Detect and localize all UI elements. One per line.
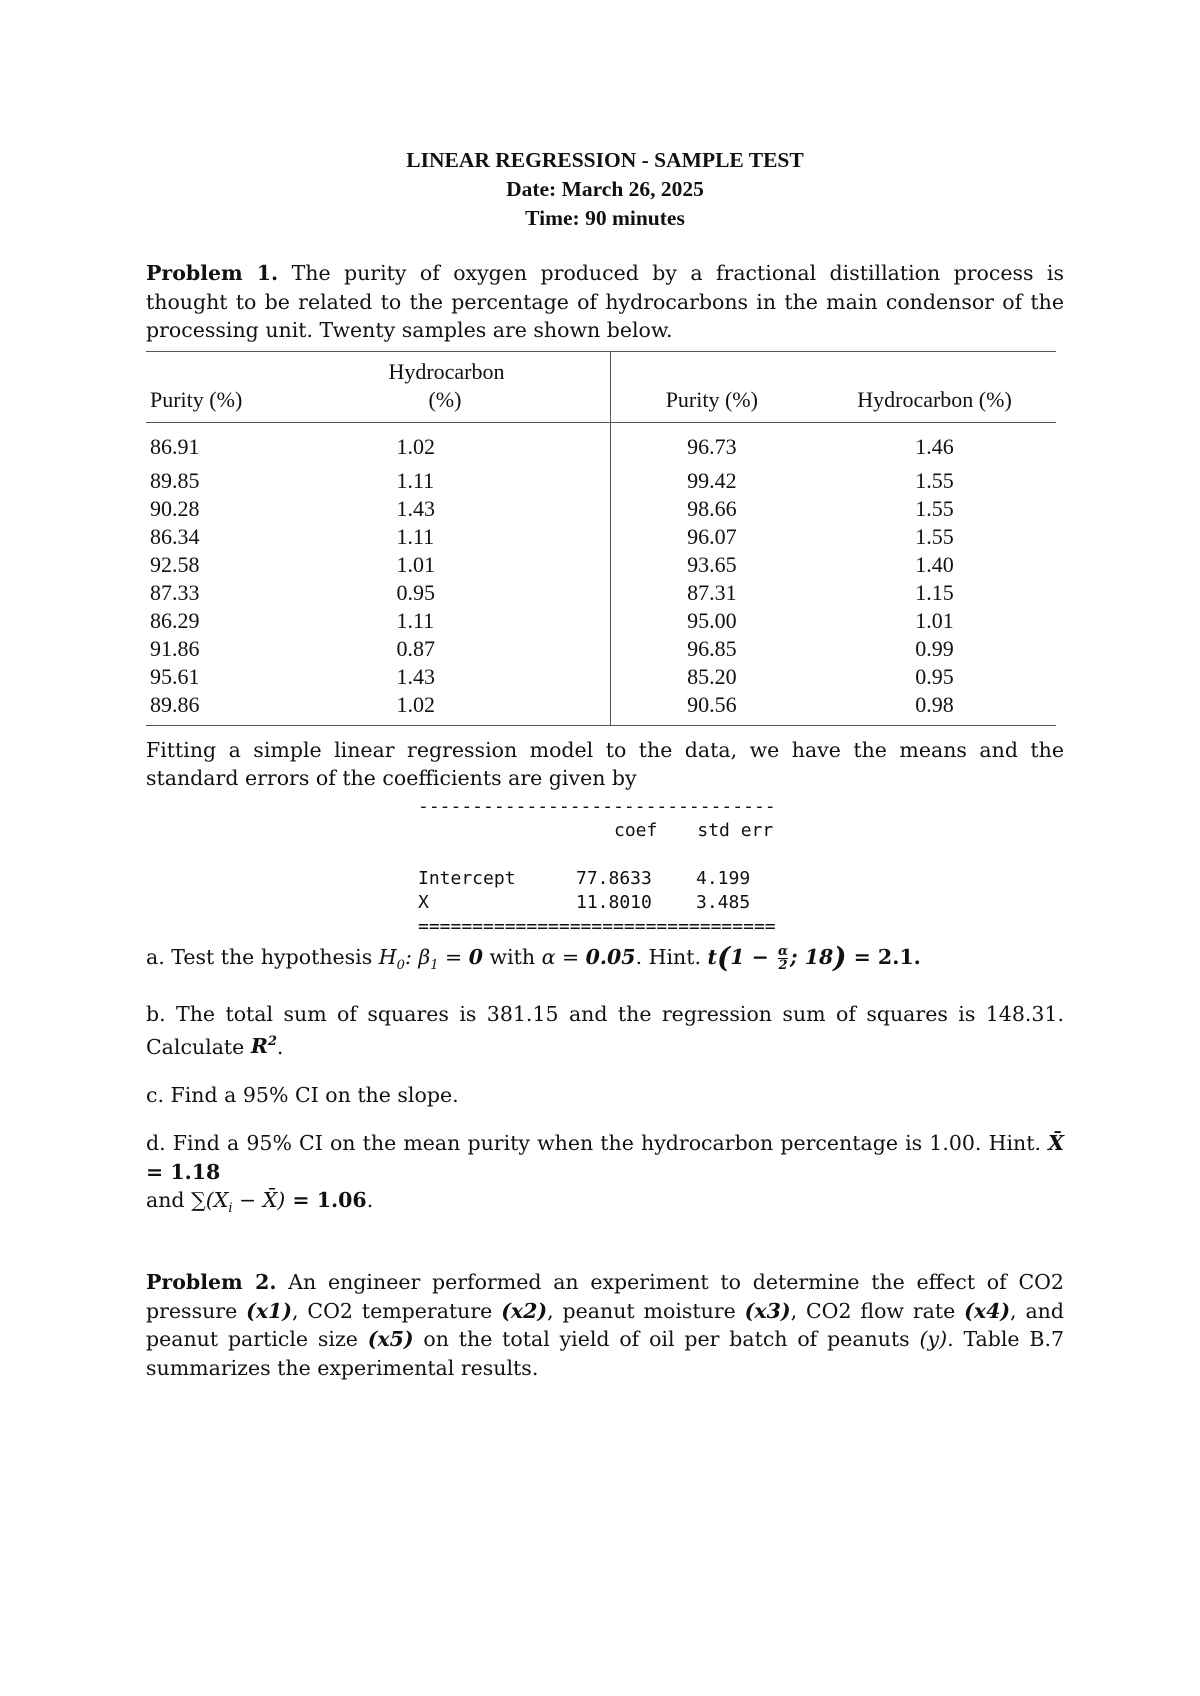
part-d-text: d. Find a 95% CI on the mean purity when the hydrocarbon percentage is 1.00. Hint.	[146, 1131, 1049, 1156]
cell-hydrocarbon-right: 1.55	[915, 523, 954, 549]
cell-purity-right: 90.56	[610, 691, 813, 726]
header-hydrocarbon-line1: Hydrocarbon	[388, 358, 505, 384]
cell-hydrocarbon-left: 1.02	[396, 433, 435, 459]
problem-2-text: , peanut moisture	[547, 1298, 745, 1323]
test-header	[146, 146, 1064, 233]
document-page	[146, 0, 1064, 1382]
cell-hydrocarbon-right: 1.46	[915, 433, 954, 459]
header-purity-left: Purity (%)	[146, 351, 348, 422]
part-c: c. Find a 95% CI on the slope.	[146, 1082, 459, 1107]
cell-purity-left: 89.86	[146, 691, 348, 726]
cell-hydrocarbon-right: 0.98	[813, 691, 1056, 726]
fit-description: Fitting a simple linear regression model to the data, we have the means and the standard errors of the coefficients are given by	[146, 737, 1064, 790]
problem-2-text: , and peanut particle size	[146, 1298, 1065, 1352]
problem-2-label: Problem 2.	[146, 1270, 277, 1295]
cell-purity-left: 90.28	[150, 495, 200, 521]
table-row	[146, 422, 1056, 461]
cell-purity-right: 87.31	[610, 579, 813, 607]
test-time: Time: 90 minutes	[525, 206, 685, 230]
variable-x1: (x1)	[246, 1298, 293, 1323]
cell-hydrocarbon-right: 1.40	[915, 551, 954, 577]
part-b-end: .	[276, 1034, 284, 1059]
cell-hydrocarbon-left: 1.11	[396, 607, 435, 633]
regression-output	[418, 795, 1064, 939]
cell-hydrocarbon-left: 0.87	[396, 635, 435, 661]
cell-hydrocarbon-left: 1.43	[396, 663, 435, 689]
cell-hydrocarbon-right: 0.99	[915, 635, 954, 661]
table-row	[146, 523, 1056, 551]
regression-row-stderr: 4.199	[696, 867, 751, 889]
table-row	[146, 663, 1056, 691]
cell-hydrocarbon-left: 1.43	[396, 495, 435, 521]
cell-hydrocarbon-left: 1.11	[396, 523, 435, 549]
hypothesis-formula: $H_0$: $\beta_1 = 0$	[378, 944, 483, 973]
header-hydrocarbon-left	[348, 351, 610, 422]
regression-col-coef: coef	[614, 819, 658, 841]
cell-hydrocarbon-left: 1.11	[396, 467, 435, 493]
cell-purity-right: 93.65	[610, 551, 813, 579]
problem-2-text: , CO2 temperature	[292, 1298, 502, 1323]
problem-1-label: Problem 1.	[146, 261, 279, 285]
header-purity-right: Purity (%)	[610, 351, 813, 422]
variable-y: (y)	[919, 1327, 948, 1352]
cell-purity-right: 98.66	[610, 495, 813, 523]
problem-1-text: The purity of oxygen produced by a fractional distillation process is thought to be related to the percentage of hydrocarbons in the main condensor of the processing unit. Twenty samples are shown below.	[146, 261, 1064, 342]
header-hydrocarbon-line2: (%)	[428, 386, 462, 412]
cell-hydrocarbon-right: 1.01	[915, 607, 954, 633]
header-hydrocarbon-right: Hydrocarbon (%)	[813, 351, 1056, 422]
cell-purity-left: 89.85	[150, 467, 200, 493]
part-a-hint-value: = 2.1.	[846, 944, 921, 969]
variable-x2: (x2)	[501, 1298, 548, 1323]
sum-formula: $\sum(X_i$ − X̄)	[191, 1188, 286, 1217]
cell-purity-left: 91.86	[150, 635, 200, 661]
r-squared-formula: $R^2$	[250, 1034, 277, 1059]
cell-purity-left: 92.58	[150, 551, 200, 577]
part-d-and: and	[146, 1188, 192, 1213]
regression-row-name: X	[418, 891, 429, 913]
cell-purity-right: 95.00	[610, 607, 813, 635]
xbar-formula: X̄	[1048, 1131, 1064, 1156]
variable-x5: (x5)	[367, 1327, 414, 1352]
part-b	[146, 1000, 1064, 1061]
part-a-prefix: a. Test the hypothesis	[146, 944, 379, 969]
cell-purity-left: 86.29	[150, 607, 200, 633]
part-d-end: .	[366, 1188, 374, 1213]
table-row	[146, 607, 1056, 635]
regression-row-stderr: 3.485	[696, 891, 751, 913]
cell-hydrocarbon-right: 0.95	[915, 663, 954, 689]
variable-x4: (x4)	[964, 1298, 1011, 1323]
cell-hydrocarbon-left: 1.02	[348, 691, 610, 726]
regression-rule-top: ---------------------------------	[418, 795, 776, 817]
cell-hydrocarbon-right: 1.15	[915, 579, 954, 605]
cell-purity-right: 85.20	[610, 663, 813, 691]
cell-hydrocarbon-right: 1.55	[915, 467, 954, 493]
table-row	[146, 691, 1056, 726]
part-d	[146, 1129, 1064, 1224]
xbar-value: = 1.18	[146, 1159, 221, 1184]
cell-hydrocarbon-left: 0.95	[396, 579, 435, 605]
cell-purity-left: 95.61	[150, 663, 200, 689]
problem-1-intro	[146, 259, 1064, 345]
cell-purity-left: 87.33	[150, 579, 200, 605]
regression-row-coef: 11.8010	[576, 891, 652, 913]
problem-2	[146, 1268, 1064, 1382]
cell-purity-left: 86.91	[150, 433, 200, 459]
problem-2-text: An engineer performed an experiment to determine the effect of CO2 pressure	[146, 1270, 1064, 1323]
cell-hydrocarbon-right: 1.55	[915, 495, 954, 521]
t-quantile-formula: t(1 − $\frac{\alpha}{2}$ ; 18)	[707, 940, 847, 974]
table-row	[146, 551, 1056, 579]
cell-purity-left: 86.34	[150, 523, 200, 549]
problem-2-text: , CO2 flow rate	[790, 1298, 965, 1323]
part-a-hint: . Hint.	[635, 944, 708, 969]
problem-2-text: . Table B.7 summarizes the experimental results.	[146, 1327, 1064, 1380]
test-title: LINEAR REGRESSION - SAMPLE TEST	[406, 148, 804, 172]
cell-purity-right: 96.73	[610, 422, 813, 461]
purity-hydrocarbon-table	[146, 351, 1056, 726]
regression-col-stderr: std err	[697, 819, 774, 841]
table-row	[146, 461, 1056, 495]
cell-purity-right: 96.07	[610, 523, 813, 551]
problem-2-text: on the total yield of oil per batch of peanuts	[413, 1327, 920, 1352]
sum-value: = 1.06	[285, 1188, 367, 1213]
variable-x3: (x3)	[744, 1298, 791, 1323]
table-row	[146, 579, 1056, 607]
alpha-formula: α = 0.05	[541, 944, 636, 969]
table-row	[146, 635, 1056, 663]
part-b-text: b. The total sum of squares is 381.15 and the regression sum of squares is 148.31. Calculate	[146, 1002, 1064, 1059]
regression-row-name: Intercept	[418, 867, 516, 889]
regression-row-coef: 77.8633	[576, 867, 652, 889]
table-row	[146, 495, 1056, 523]
cell-purity-right: 96.85	[610, 635, 813, 663]
part-a	[146, 940, 1064, 981]
cell-hydrocarbon-left: 1.01	[396, 551, 435, 577]
regression-rule-bottom: =================================	[418, 915, 776, 937]
part-a-with: with	[483, 944, 542, 969]
test-date: Date: March 26, 2025	[506, 177, 704, 201]
cell-purity-right: 99.42	[610, 461, 813, 495]
